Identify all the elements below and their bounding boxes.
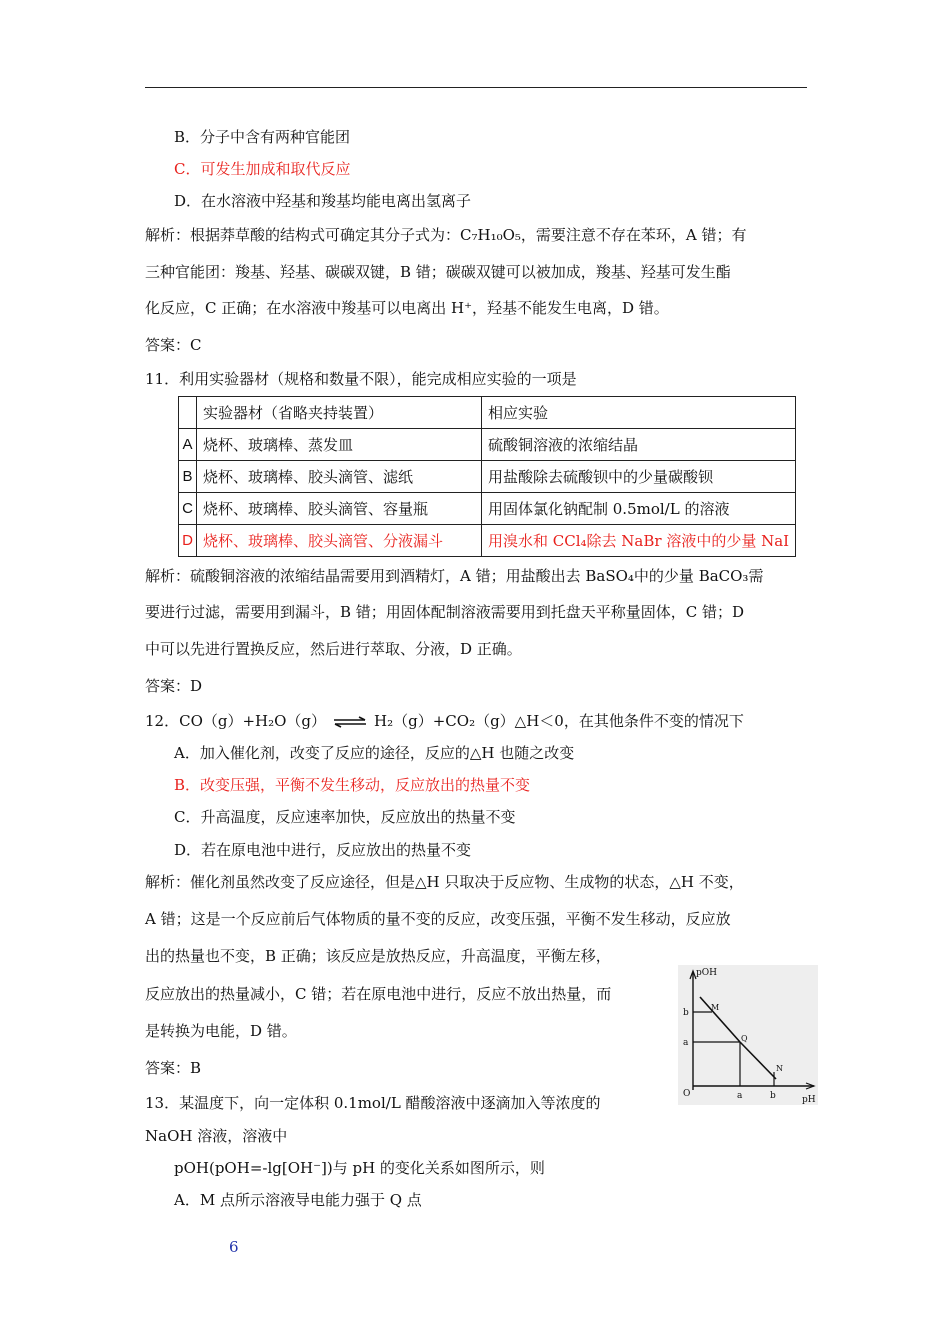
point-m-label: M [711,1003,720,1012]
x-axis-label: pH [802,1095,816,1105]
table-cell: D [179,525,197,557]
page-number: 6 [229,1238,239,1256]
table-cell: 硫酸铜溶液的浓缩结晶 [482,429,796,461]
q10-analysis-line1: 解析：根据莽草酸的结构式可确定其分子式为：C₇H₁₀O₅，需要注意不存在苯环，A 错；有 [145,226,747,244]
q12-analysis-line4: 反应放出的热量减小，C 错；若在原电池中进行，反应不放出热量，而 [145,985,612,1003]
table-header-cell [179,397,197,429]
table-cell: 用溴水和 CCl₄除去 NaBr 溶液中的少量 NaI [482,525,796,557]
q12-analysis-line5: 是转换为电能，D 错。 [145,1022,297,1040]
q12-stem [145,711,744,731]
q10-option-c: C．可发生加成和取代反应 [174,160,351,178]
q12-option-a: A．加入催化剂，改变了反应的途径，反应的△H 也随之改变 [174,744,575,762]
q12-analysis-line3: 出的热量也不变，B 正确；该反应是放热反应，升高温度，平衡左移， [145,947,611,965]
q12-stem-right: H₂（g）+CO₂（g）△H＜0，在其他条件不变的情况下 [374,712,744,730]
origin-label: O [683,1089,691,1099]
q12-option-d: D．若在原电池中进行，反应放出的热量不变 [174,841,472,859]
y-tick-a: a [683,1038,689,1048]
q13-option-a: A．M 点所示溶液导电能力强于 Q 点 [174,1191,422,1209]
curve-qn [740,1042,776,1079]
table-row [179,493,796,525]
header-rule [145,87,807,88]
x-tick-b: b [770,1091,776,1101]
q13-stem-line2: NaOH 溶液，溶液中 [145,1127,288,1145]
q11-analysis-line1: 解析：硫酸铜溶液的浓缩结晶需要用到酒精灯，A 错；用盐酸出去 BaSO₄中的少量 BaCO₃需 [145,567,764,585]
table-cell: 用盐酸除去硫酸钡中的少量碳酸钡 [482,461,796,493]
q12-answer: 答案：B [145,1059,202,1077]
point-n-label: N [776,1064,783,1073]
table-cell: C [179,493,197,525]
table-header-cell: 相应实验 [482,397,796,429]
q11-analysis-line3: 中可以先进行置换反应，然后进行萃取、分液，D 正确。 [145,640,522,658]
table-header-row [179,397,796,429]
q10-answer: 答案：C [145,336,202,354]
q12-stem-left: 12．CO（g）+H₂O（g） [145,712,327,730]
q10-analysis-line3: 化反应，C 正确；在水溶液中羧基可以电离出 H⁺，羟基不能发生电离，D 错。 [145,299,669,317]
q12-option-c: C．升高温度，反应速率加快，反应放出的热量不变 [174,808,516,826]
graph-svg [678,965,818,1105]
table-cell: 烧杯、玻璃棒、蒸发皿 [197,429,482,461]
q13-stem-line1: 13．某温度下，向一定体积 0.1mol/L 醋酸溶液中逐滴加入等浓度的 [145,1094,601,1112]
poh-ph-graph [678,965,818,1105]
q10-option-d: D．在水溶液中羟基和羧基均能电离出氢离子 [174,192,472,210]
table-row [179,461,796,493]
curve-mq [700,997,740,1042]
table-header-cell: 实验器材（省略夹持装置） [197,397,482,429]
table-cell: 烧杯、玻璃棒、胶头滴管、分液漏斗 [197,525,482,557]
q12-option-b: B．改变压强，平衡不发生移动，反应放出的热量不变 [174,776,531,794]
y-tick-b: b [683,1008,689,1018]
table-cell: 用固体氯化钠配制 0.5mol/L 的溶液 [482,493,796,525]
q12-analysis-line1: 解析：催化剂虽然改变了反应途径，但是△H 只取决于反应物、生成物的状态，△H 不变， [145,873,744,891]
table-row [179,429,796,461]
q11-table [178,396,796,557]
table-row-correct [179,525,796,557]
x-tick-a: a [737,1091,743,1101]
table-cell: 烧杯、玻璃棒、胶头滴管、滤纸 [197,461,482,493]
q13-stem-line3: pOH(pOH=-lg[OH⁻])与 pH 的变化关系如图所示，则 [174,1159,545,1177]
q10-option-b: B．分子中含有两种官能团 [174,128,351,146]
q10-analysis-line2: 三种官能团：羧基、羟基、碳碳双键，B 错；碳碳双键可以被加成，羧基、羟基可发生酯 [145,263,731,281]
table-cell: B [179,461,197,493]
q11-answer: 答案：D [145,677,203,695]
table-cell: A [179,429,197,461]
equilibrium-arrow-icon [332,716,368,728]
q11-stem: 11．利用实验器材（规格和数量不限），能完成相应实验的一项是 [145,370,577,388]
table-cell: 烧杯、玻璃棒、胶头滴管、容量瓶 [197,493,482,525]
point-q-label: Q [741,1034,748,1043]
q11-analysis-line2: 要进行过滤，需要用到漏斗，B 错；用固体配制溶液需要用到托盘天平称量固体，C 错；D [145,603,745,621]
q12-analysis-line2: A 错；这是一个反应前后气体物质的量不变的反应，改变压强，平衡不发生移动，反应放 [145,910,731,928]
y-axis-label: pOH [696,968,717,978]
